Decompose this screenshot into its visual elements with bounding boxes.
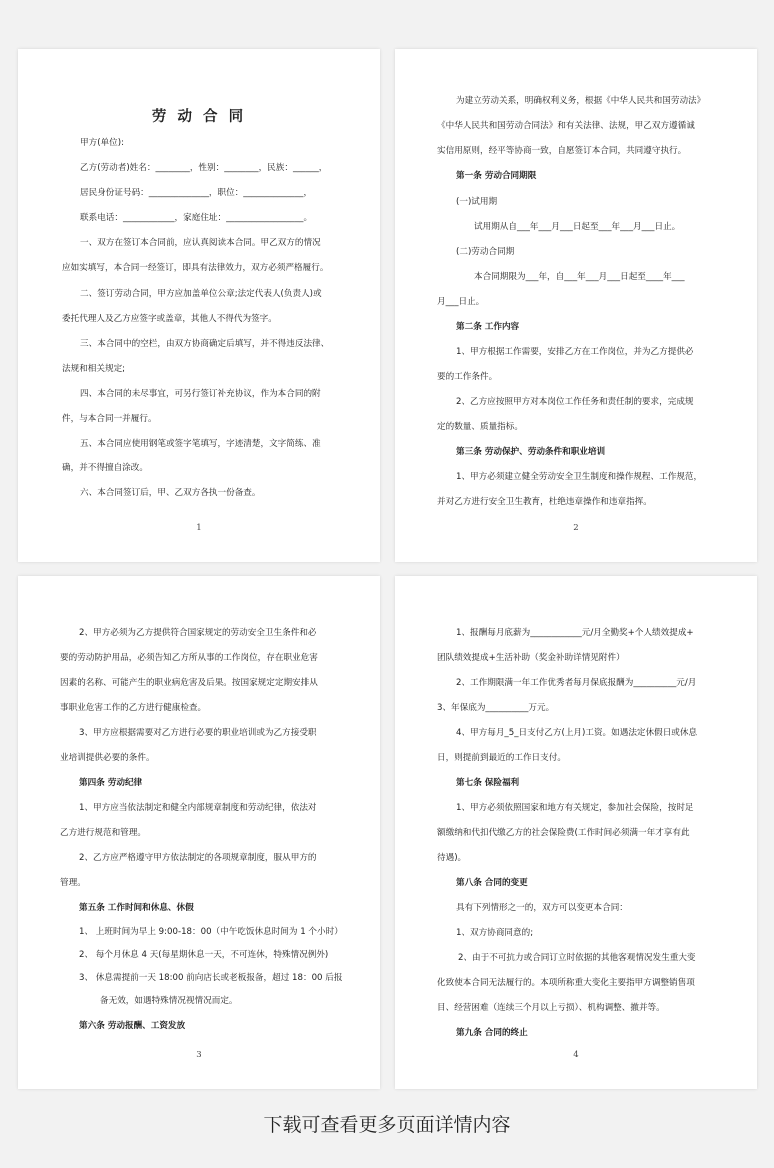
text-line: 日，则提前到最近的工作日支付。 [437,753,566,763]
section-heading: 第三条 劳动保护、劳动条件和职业培训 [456,447,606,457]
page-number: 1 [196,523,202,533]
text-line: 甲方(单位): [80,138,124,148]
section-heading: 第一条 劳动合同期限 [456,171,537,181]
text-line: 件，与本合同一并履行。 [62,414,157,424]
text-line: 定的数量、质量指标。 [437,422,523,432]
list-item: 3、 休息需提前一天 18:00 前向店长或老板报备，超过 18：00 后报 [79,973,343,983]
document-page-2 [395,49,757,562]
text-line: 4、甲方每月_5_日支付乙方(上月)工资。如遇法定休假日或休息 [456,728,698,738]
text-line: 2、工作期限满一年工作优秀者每月保底报酬为__________元/月 [456,678,697,688]
document-title: 劳 动 合 同 [151,109,247,125]
text-line: 1、甲方必须建立健全劳动安全卫生制度和操作规程、工作规范， [456,472,703,482]
document-page-1 [18,49,380,562]
text-line: 1、甲方必须依照国家和地方有关规定，参加社会保险，按时足 [456,803,694,813]
text-line: 2、乙方应严格遵守甲方依法制定的各项规章制度，服从甲方的 [79,853,317,863]
page-number: 4 [573,1050,579,1060]
text-line: 事职业危害工作的乙方进行健康检查。 [60,703,207,713]
text-line: 三、本合同中的空栏，由双方协商确定后填写，并不得违反法律、 [80,339,330,349]
text-line: 业培训提供必要的条件。 [60,753,155,763]
section-heading: 第二条 工作内容 [456,322,520,332]
text-line: 一、双方在签订本合同前，应认真阅读本合同。甲乙双方的情况 [80,238,321,248]
text-line: 居民身份证号码：______________，职位：______________， [80,188,313,198]
text-line: 1、甲方根据工作需要，安排乙方在工作岗位，并为乙方提供必 [456,347,694,357]
page-number: 3 [196,1050,202,1060]
text-line: 备无效，如遇特殊情况视情况而定。 [100,996,238,1006]
text-line: 委托代理人及乙方应签字或盖章，其他人不得代为签字。 [62,314,277,324]
text-line: 乙方进行规范和管理。 [60,828,146,838]
text-line: 六、本合同签订后，甲、乙双方各执一份备查。 [80,488,261,498]
text-line: 1、报酬每月底薪为____________元/月全勤奖+个人绩效提成+ [456,628,694,638]
text-line: 要的劳动防护用品，必须告知乙方所从事的工作岗位，存在职业危害 [60,653,318,663]
list-item: 2、 每个月休息 4 天(每星期休息一天，不可连休，特殊情况例外) [79,950,329,960]
text-line: 实信用原则，经平等协商一致，自愿签订本合同，共同遵守执行。 [437,146,687,156]
section-heading: 第五条 工作时间和休息、休假 [79,903,194,913]
text-line: 目、经营困难（连续三个月以上亏损）、机构调整、撤并等。 [437,1003,665,1013]
text-line: 2、甲方必须为乙方提供符合国家规定的劳动安全卫生条件和必 [79,628,317,638]
text-line: 并对乙方进行安全卫生教育，杜绝违章操作和违章指挥。 [437,497,652,507]
text-line: 法规和相关规定; [62,364,126,374]
text-line: 四、本合同的未尽事宜，可另行签订补充协议，作为本合同的附 [80,389,321,399]
text-line: 要的工作条件。 [437,372,498,382]
document-page-4 [395,576,757,1089]
text-line: 五、本合同应使用钢笔或签字笔填写，字迹清楚，文字简练、准 [80,439,321,449]
text-line: 应如实填写，本合同一经签订，即具有法律效力，双方必须严格履行。 [62,263,329,273]
text-line: 具有下列情形之一的，双方可以变更本合同： [456,903,628,913]
section-heading: 第六条 劳动报酬、工资发放 [79,1021,186,1031]
text-line: 试用期从自___年___月___日起至___年___月___日止。 [474,222,681,232]
text-line: 3、甲方应根据需要对乙方进行必要的职业培训或为乙方接受职 [79,728,317,738]
section-heading: 第七条 保险福利 [456,778,520,788]
document-page-3 [18,576,380,1089]
text-line: 额缴纳和代扣代缴乙方的社会保险费(工作时间必须满一年才享有此 [437,828,690,838]
text-line: 本合同期限为___年，自___年___月___日起至____年___ [474,272,685,282]
text-line: 《中华人民共和国劳动合同法》和有关法律、法规，甲乙双方遵循诚 [437,121,695,131]
text-line: 联系电话：____________，家庭住址：__________________。 [80,213,313,223]
text-line: 2、由于不可抗力或合同订立时依据的其他客观情况发生重大变 [458,953,696,963]
list-item: 1、 上班时间为早上 9:00-18：00（中午吃饭休息时间为 1 个小时） [79,927,343,937]
text-line: 月___日止。 [437,297,485,307]
text-line: 化致使本合同无法履行的。本项所称重大变化主要指甲方调整销售项 [437,978,695,988]
text-line: 待遇)。 [437,853,467,863]
text-line: 确，并不得擅自涂改。 [62,463,148,473]
text-line: 1、甲方应当依法制定和健全内部规章制度和劳动纪律，依法对 [79,803,317,813]
text-line: 因素的名称、可能产生的职业病危害及后果。按国家规定定期安排从 [60,678,318,688]
section-heading: 第四条 劳动纪律 [79,778,143,788]
page-number: 2 [573,523,579,533]
text-line: 2、乙方应按照甲方对本岗位工作任务和责任制的要求，完成规 [456,397,694,407]
text-line: 乙方(劳动者)姓名：________，性别：________，民族：______， [80,163,328,173]
text-line: 1、双方协商同意的; [456,928,534,938]
download-more-caption: 下载可查看更多页面详情内容 [263,1114,511,1136]
text-line: 团队绩效提成+生活补助（奖金补助详情见附件） [437,653,625,663]
text-line: (二)劳动合同期 [456,247,515,257]
text-line: 为建立劳动关系，明确权利义务，根据《中华人民共和国劳动法》 [456,96,706,106]
text-line: 管理。 [60,878,86,888]
section-heading: 第八条 合同的变更 [456,878,528,888]
text-line: (一)试用期 [456,197,498,207]
text-line: 二、签订劳动合同，甲方应加盖单位公章;法定代表人(负责人)或 [80,289,322,299]
section-heading: 第九条 合同的终止 [456,1028,528,1038]
text-line: 3、年保底为__________万元。 [437,703,555,713]
